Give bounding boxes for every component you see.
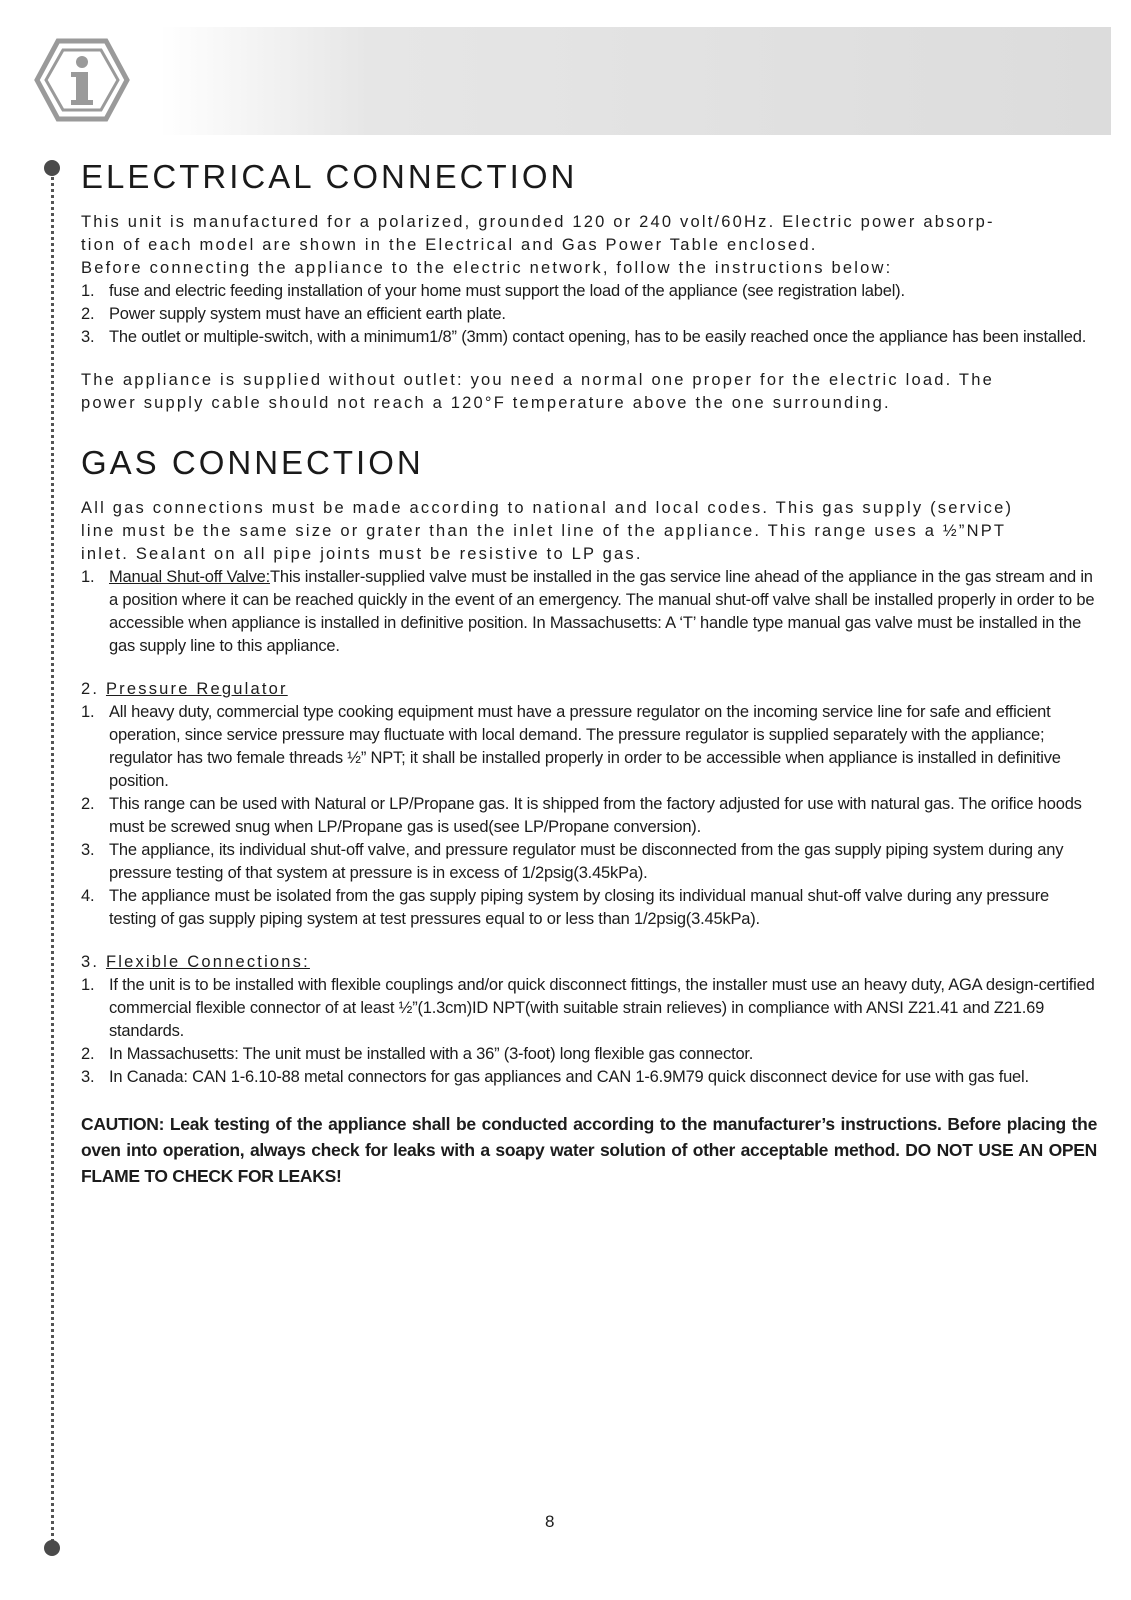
list-item: 2. This range can be used with Natural or LP/Propane gas. It is shipped from the factory adjusted for use with natural gas. The orifice hoods must be screwed snug when LP/Propane gas is used(see LP/Propane conversion). — [81, 795, 1082, 836]
info-icon — [34, 38, 130, 122]
caution-notice: CAUTION: Leak testing of the appliance shall be conducted according to the manufacturer’s instructions. Before placing the oven into operation, always check for leaks with a soapy water solution of other acceptable method. DO NOT USE AN OPEN FLAME TO CHECK FOR LEAKS! — [81, 1114, 1097, 1186]
list-item: 3. In Canada: CAN 1-6.10-88 metal connectors for gas appliances and CAN 1-6.9M79 quick disconnect device for use with gas fuel. — [81, 1068, 1029, 1086]
shutoff-label: Manual Shut-off Valve: — [109, 568, 271, 586]
header-band — [160, 27, 1111, 135]
page-number: 8 — [545, 1512, 555, 1531]
dotted-rail — [51, 172, 54, 1542]
shutoff-list — [81, 566, 1097, 658]
gas-heading: GAS CONNECTION — [81, 444, 424, 481]
gas-intro-line: inlet. Sealant on all pipe joints must be resistive to LP gas. — [81, 545, 643, 563]
list-item: 1. fuse and electric feeding installation of your home must support the load of the appliance (see registration label). — [81, 282, 905, 300]
list-item: 2. Power supply system must have an efficient earth plate. — [81, 305, 506, 323]
electrical-intro-line: tion of each model are shown in the Electrical and Gas Power Table enclosed. — [81, 236, 818, 254]
rail-dot-top — [44, 160, 60, 176]
flexible-list — [81, 974, 1097, 1089]
list-item: 1. Manual Shut-off Valve:This installer-supplied valve must be installed in the gas service line ahead of the appliance in the gas stream and in a position where it can be reached quickly in the event of an emergency. The manual shut-off valve shall be installed properly in order to be accessible when appliance is installed in definitive position. In Massachusetts: A ‘T’ handle type manual gas valve must be installed in the gas supply line to this appliance. — [81, 568, 1095, 655]
electrical-intro-line: This unit is manufactured for a polarized, grounded 120 or 240 volt/60Hz. Electric power absorp- — [81, 213, 995, 231]
electrical-list — [81, 280, 1097, 349]
list-item: 3. The outlet or multiple-switch, with a minimum1/8” (3mm) contact opening, has to be easily reached once the appliance has been installed. — [81, 328, 1087, 346]
page-content — [81, 155, 1097, 1189]
electrical-heading: ELECTRICAL CONNECTION — [81, 158, 578, 195]
list-item: 2. In Massachusetts: The unit must be installed with a 36” (3-foot) long flexible gas connector. — [81, 1045, 754, 1063]
electrical-intro — [81, 211, 1097, 280]
outlet-paragraph — [81, 369, 1097, 415]
outlet-line: The appliance is supplied without outlet: you need a normal one proper for the electric load. The — [81, 371, 994, 389]
list-item: 4. The appliance must be isolated from the gas supply piping system by closing its individual manual shut-off valve during any pressure testing of gas supply piping system at test pressures equal to or less than 1/2psig(3.45kPa). — [81, 887, 1049, 928]
gas-intro-line: line must be the same size or grater than the inlet line of the appliance. This range uses a ½”NPT — [81, 522, 1007, 540]
rail-dot-bottom — [44, 1540, 60, 1556]
electrical-intro-line: Before connecting the appliance to the electric network, follow the instructions below: — [81, 259, 893, 277]
list-item: 1. All heavy duty, commercial type cooking equipment must have a pressure regulator on the incoming service line for safe and efficient operation, since service pressure may fluctuate with local demand. The pressure regulator is supplied separately with the appliance; regulator has two female threads ½” NPT; it shall be installed properly in order to be accessible when appliance is installed in definitive position. — [81, 703, 1061, 790]
outlet-line: power supply cable should not reach a 120°F temperature above the one surrounding. — [81, 394, 891, 412]
gas-intro-line: All gas connections must be made according to national and local codes. This gas supply (service) — [81, 499, 1014, 517]
gas-intro — [81, 497, 1097, 566]
list-item: 1. If the unit is to be installed with flexible couplings and/or quick disconnect fittings, the installer must use an heavy duty, AGA design-certified commercial flexible connector of at least ½”(1.3cm)ID NPT(with suitable strain relieves) in compliance with ANSI Z21.41 and Z21.69 standards. — [81, 976, 1095, 1040]
regulator-list — [81, 701, 1097, 931]
regulator-subheading: 2. Pressure Regulator — [81, 680, 288, 698]
list-item: 3. The appliance, its individual shut-off valve, and pressure regulator must be disconnected from the gas supply piping system during any pressure testing of that system at pressure is in excess of 1/2psig(3.45kPa). — [81, 841, 1064, 882]
flexible-subheading: 3. Flexible Connections: — [81, 953, 310, 971]
